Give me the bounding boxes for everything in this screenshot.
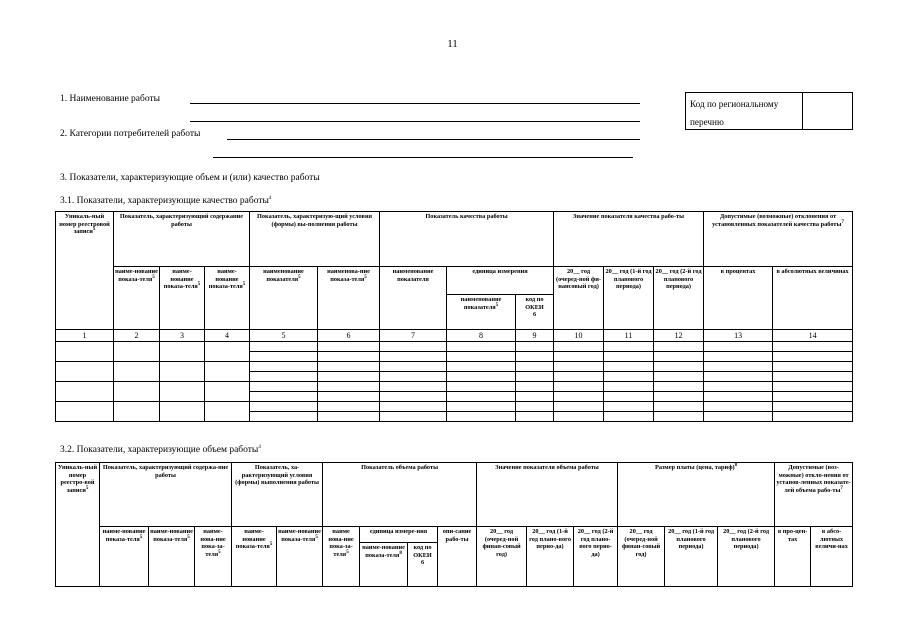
q-cond-1: наименование показателя$^5$	[250, 267, 318, 330]
q-hdr-deviation: Допустимые (возможные) отклонения от установленных показателей качества работы$^7$	[704, 212, 853, 267]
volume-table	[55, 462, 853, 587]
v-cond-2: наиме-нование показа-теля$^5$	[277, 527, 323, 587]
regional-code-box	[685, 92, 853, 130]
v-year-1: 20__ год (очеред-ной финан-совый год)	[477, 527, 527, 587]
v-fee-3: 20__ год (2-й год планового периода)	[718, 527, 775, 587]
q-quality-name: наименование показателя	[380, 267, 447, 330]
v-hdr-content: Показатель, характеризующий содержа-ние работы	[100, 463, 232, 527]
v-content-3: наиме-нова-ние пока-за-теля$^5$	[195, 527, 232, 587]
v-hdr-conditions: Показатель, ха-рактеризующий условия (формы) выполнения работы	[232, 463, 323, 527]
q-hdr-unique: Уникаль-ный номер реестровой записи$^5$	[56, 212, 114, 330]
q-abs: в абсолютных величинах	[773, 267, 853, 330]
v-desc: опи-сание рабо-ты	[438, 527, 477, 587]
table-row[interactable]	[56, 402, 853, 412]
consumers-label: 2. Категории потребителей работы	[60, 129, 201, 139]
section32-title: 3.2. Показатели, характеризующие объем работы$^4$	[60, 444, 261, 455]
q-pct: в процентах	[704, 267, 773, 330]
v-cond-1: наиме-нование показа-теля$^5$	[232, 527, 277, 587]
consumers-line[interactable]	[227, 139, 640, 140]
q-content-1: наиме-нование показа-теля$^5$	[114, 267, 160, 330]
q-year-3: 20__ год (2-й год планового периода)	[654, 267, 704, 330]
page-number: 11	[447, 38, 458, 50]
section3-title: 3. Показатели, характеризующие объем и (или) качество работы	[60, 173, 320, 183]
v-hdr-value: Значение показателя объема работы	[477, 463, 618, 527]
v-hdr-unique: Уникаль-ный номер реестро-вой записи$^5$	[56, 463, 100, 587]
work-name-label: 1. Наименование работы	[60, 94, 161, 104]
q-unit-name: наименование показателя$^5$	[447, 295, 516, 330]
q-cond-2: наименова-ние показа-теля$^5$	[318, 267, 380, 330]
table-row[interactable]	[56, 382, 853, 392]
v-abs: в абсо-лютных величи-нах	[811, 527, 853, 587]
section31-title: 3.1. Показатели, характеризующие качество работы$^4$	[60, 195, 272, 206]
v-hdr-fee: Размер платы (цена, тариф)$^8$	[618, 463, 775, 527]
q-year-2: 20__ год (1-й год планового периода)	[604, 267, 654, 330]
q-unit: единица измерения	[447, 267, 554, 295]
q-content-2: наиме-нование показа-теля$^5$	[160, 267, 205, 330]
v-year-2: 20__ год (1-й год плано-вого перио-да)	[527, 527, 574, 587]
v-vol-name: наиме нова-ние пока-за-теля$^5$	[323, 527, 360, 587]
v-fee-1: 20__ год (очеред-ной финан-совый год)	[618, 527, 665, 587]
q-number-row: 1 2 3 4 5 6 7 8 9 10 11 12 13 14	[56, 330, 853, 342]
work-name-line[interactable]	[190, 103, 640, 104]
q-content-3: наиме-нование показа-теля$^5$	[205, 267, 250, 330]
q-hdr-value: Значение показателя качества рабо-ты	[554, 212, 704, 267]
q-hdr-conditions: Показатель, характеризую-щий условия (формы) вы-полнения работы	[250, 212, 380, 267]
v-hdr-deviation: Допустимые (воз-можные) откло-нения от установ-ленных показате-лей объема рабо-$ты^7$	[775, 463, 853, 527]
v-content-1: наиме-нование показа-теля$^5$	[100, 527, 149, 587]
q-hdr-quality: Показатель качества работы	[380, 212, 554, 267]
v-okei: код по ОКЕИ 6	[408, 543, 438, 587]
table-row[interactable]	[56, 362, 853, 372]
v-pct: в про-цен-тах	[775, 527, 811, 587]
v-unit: единица измере-ния	[360, 527, 438, 543]
table-row[interactable]	[56, 342, 853, 352]
q-okei: код по ОКЕИ 6	[516, 295, 554, 330]
quality-table	[55, 211, 853, 422]
v-unit-name: наиме-нование показа-теля$^8$	[360, 543, 408, 587]
v-content-2: наиме-нование показа-теля$^5$	[149, 527, 195, 587]
work-name-line-2[interactable]	[190, 121, 640, 122]
v-year-3: 20__ год (2-й год плано-вого перио-да)	[574, 527, 618, 587]
v-fee-2: 20__ год (1-й год планового периода)	[665, 527, 718, 587]
q-hdr-content: Показатель, характеризующий содержание работы	[114, 212, 250, 267]
v-hdr-volume: Показатель объема работы	[323, 463, 477, 527]
consumers-line-2[interactable]	[213, 157, 633, 158]
q-year-1: 20__ год (очеред-ной фи-нансовый год)	[554, 267, 604, 330]
regional-code-label: Код по региональному перечню	[690, 99, 779, 127]
